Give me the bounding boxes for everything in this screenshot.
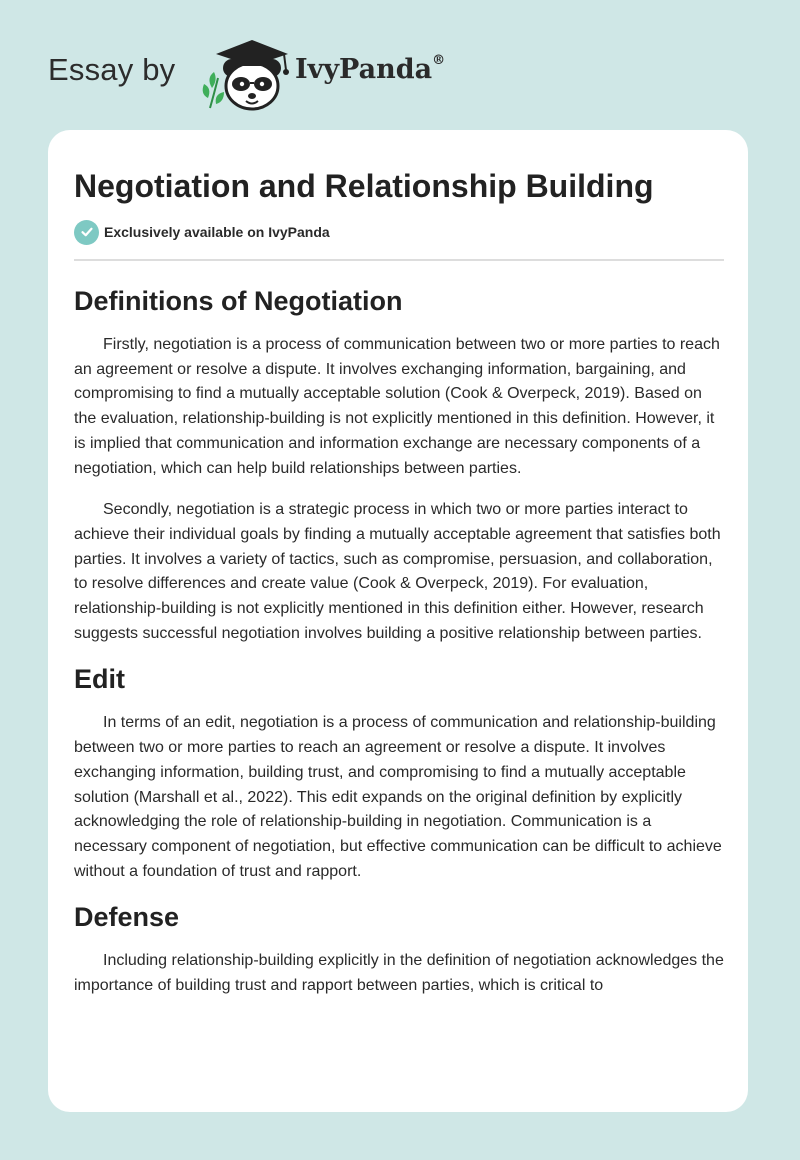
checkmark-icon — [74, 220, 99, 245]
essay-content — [74, 166, 724, 999]
essay-card — [48, 130, 748, 1112]
section-heading: Edit — [74, 664, 125, 695]
paragraph: Secondly, negotiation is a strategic process in which two or more parties interact to achieve their individual goals by finding a mutually acceptable agreement that satisfies both parties. It involves a variety of tactics, such as compromise, persuasion, and collaboration, to resolve differences and create value (Cook & Overpeck, 2019). For evaluation, relationship-building is not explicitly mentioned in this definition either. However, research suggests successful negotiation involves building a positive relationship between parties. — [74, 501, 721, 642]
section-edit — [74, 662, 724, 884]
panda-graduate-icon[interactable] — [200, 34, 296, 114]
paragraph: Including relationship-building explicitly in the definition of negotiation acknowledges the importance of building trust and rapport between parties, which is critical to — [74, 952, 724, 995]
paragraph: Firstly, negotiation is a process of communication between two or more parties to reach an agreement or resolve a dispute. It involves exchanging information, bargaining, and compromising to find a mutually acceptable solution (Cook & Overpeck, 2019). Based on the evaluation, relationship-building is not explicitly mentioned in this definition. However, it is implied that communication and information exchange are necessary components of a negotiation, which can help build relationships between parties. — [74, 336, 720, 477]
exclusive-badge — [74, 219, 724, 245]
title-divider — [74, 259, 724, 261]
section-heading: Defense — [74, 902, 180, 933]
page-title: Negotiation and Relationship Building — [74, 168, 654, 204]
section-heading: Definitions of Negotiation — [74, 286, 403, 316]
essay-by-label: Essay by — [48, 52, 176, 87]
exclusive-badge-text: Exclusively available on IvyPanda — [104, 224, 330, 240]
paragraph: In terms of an edit, negotiation is a process of communication and relationship-building between two or more parties to reach an agreement or resolve a dispute. It involves exchanging information, building trust, and compromising to find a mutually acceptable solution (Marshall et al., 2022). This edit expands on the original definition by explicitly acknowledging the role of relationship-building in negotiation. Communication is a necessary component of negotiation, but effective communication can be difficult to achieve without a foundation of trust and rapport. — [74, 714, 722, 880]
ivypanda-logo-text[interactable]: IvyPanda® — [295, 53, 446, 85]
section-defense — [74, 900, 724, 998]
section-definitions — [74, 284, 724, 646]
site-header — [48, 34, 748, 110]
